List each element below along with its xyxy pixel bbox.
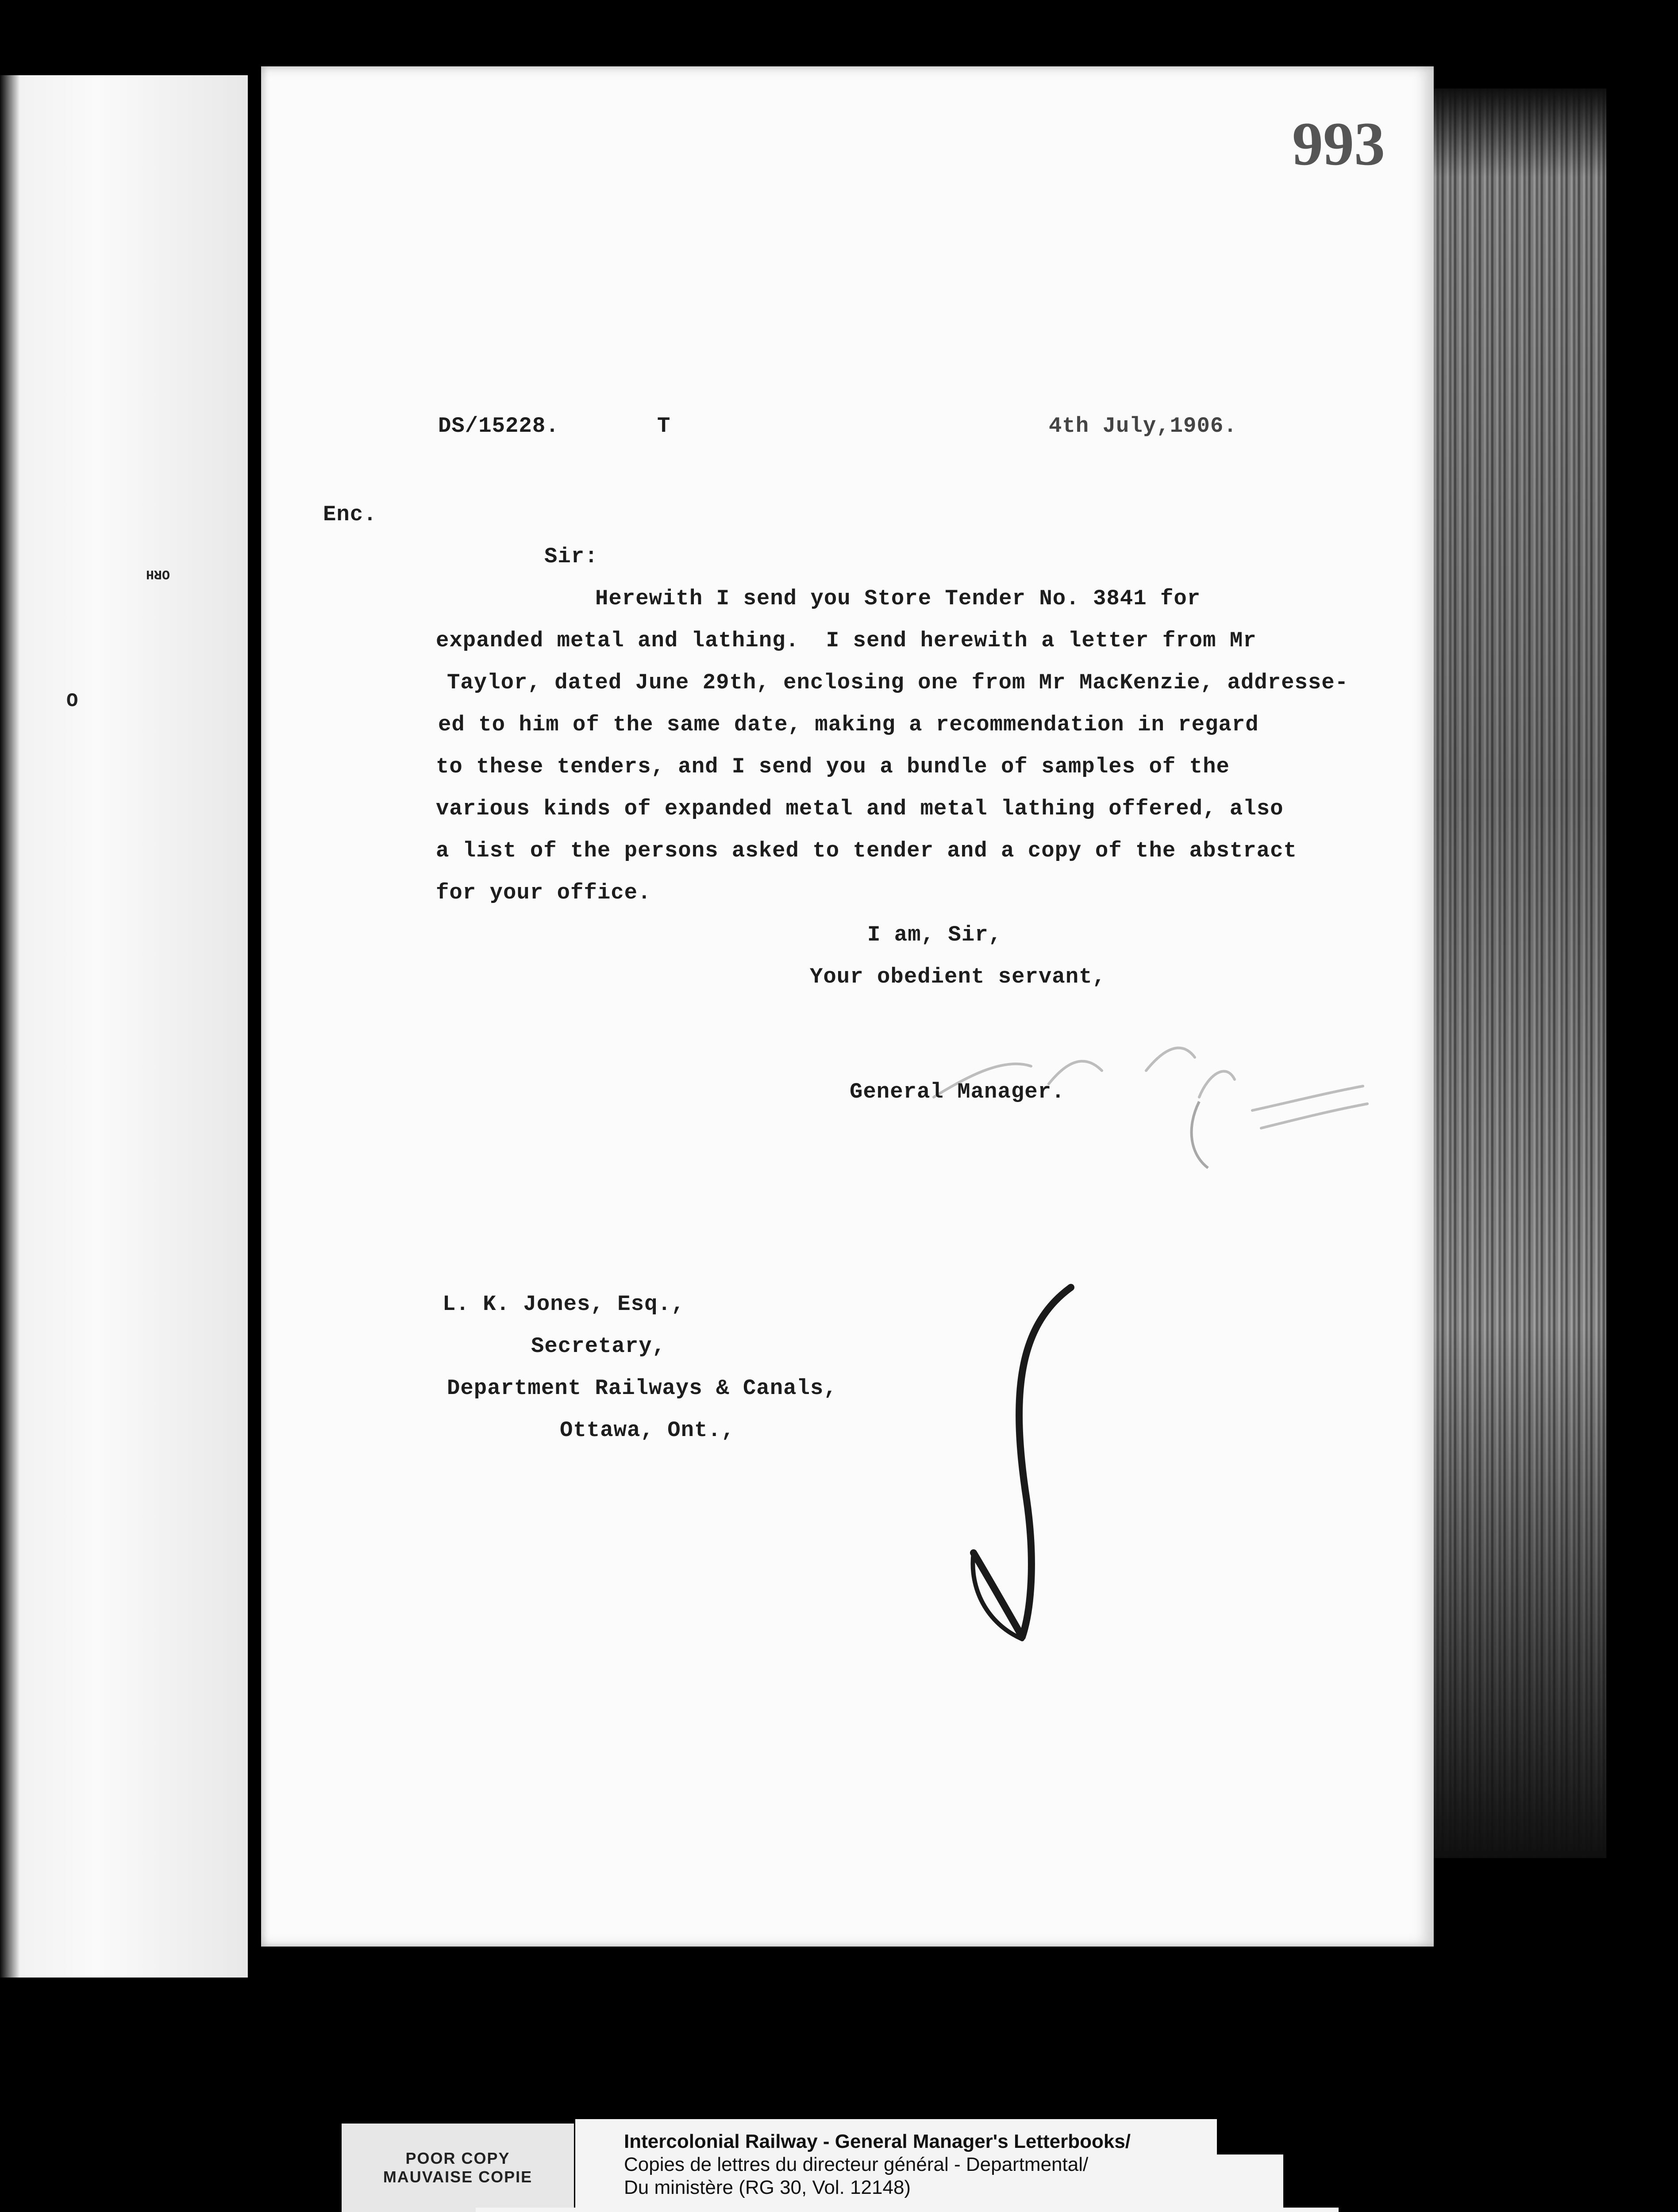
body-line: various kinds of expanded metal and metal lathing offered, also xyxy=(436,796,1284,821)
archives-label xyxy=(476,2208,1339,2212)
collection-citation xyxy=(624,2130,1243,2199)
letter-page xyxy=(261,66,1434,1947)
initial-mark: T xyxy=(657,414,671,438)
closing-line: I am, Sir, xyxy=(867,922,1002,947)
stamp-line: MAUVAISE COPIE xyxy=(383,2168,533,2186)
folio-number: 993 xyxy=(1292,110,1385,178)
closing-line: Your obedient servant, xyxy=(810,964,1106,989)
signatory-title: General Manager. xyxy=(850,1079,1065,1104)
addressee-location: Ottawa, Ont., xyxy=(560,1418,735,1443)
stamp-line: POOR COPY xyxy=(405,2149,510,2167)
page-stack-edges xyxy=(1420,88,1606,1858)
letter-date: 4th July,1906. xyxy=(1049,414,1237,438)
addressee-title: Secretary, xyxy=(531,1334,666,1359)
body-line: for your office. xyxy=(436,880,651,905)
margin-mark: ORH xyxy=(146,566,170,581)
collection-line: Du ministère (RG 30, Vol. 12148) xyxy=(624,2177,911,2198)
check-mark xyxy=(960,1270,1128,1668)
body-line: a list of the persons asked to tender and a copy of the abstract xyxy=(436,838,1297,863)
previous-page-edge xyxy=(0,75,248,1978)
margin-mark: O xyxy=(66,690,78,712)
addressee-name: L. K. Jones, Esq., xyxy=(443,1292,685,1317)
collection-line: Copies de lettres du directeur général - Departmental/ xyxy=(624,2154,1089,2175)
addressee-department: Department Railways & Canals, xyxy=(447,1376,837,1401)
salutation: Sir: xyxy=(544,544,598,569)
collection-line: Intercolonial Railway - General Manager's Letterbooks/ xyxy=(624,2131,1131,2152)
body-line: ed to him of the same date, making a recommendation in regard xyxy=(438,712,1259,737)
reference-number: DS/15228. xyxy=(438,414,559,438)
body-line: Herewith I send you Store Tender No. 3841 for xyxy=(595,586,1201,611)
enclosure-note: Enc. xyxy=(323,502,377,527)
body-line: Taylor, dated June 29th, enclosing one from Mr MacKenzie, addresse- xyxy=(447,670,1349,695)
body-line: expanded metal and lathing. I send herewith a letter from Mr xyxy=(436,628,1257,653)
body-line: to these tenders, and I send you a bundle of samples of the xyxy=(436,754,1230,779)
poor-copy-stamp xyxy=(342,2124,574,2212)
